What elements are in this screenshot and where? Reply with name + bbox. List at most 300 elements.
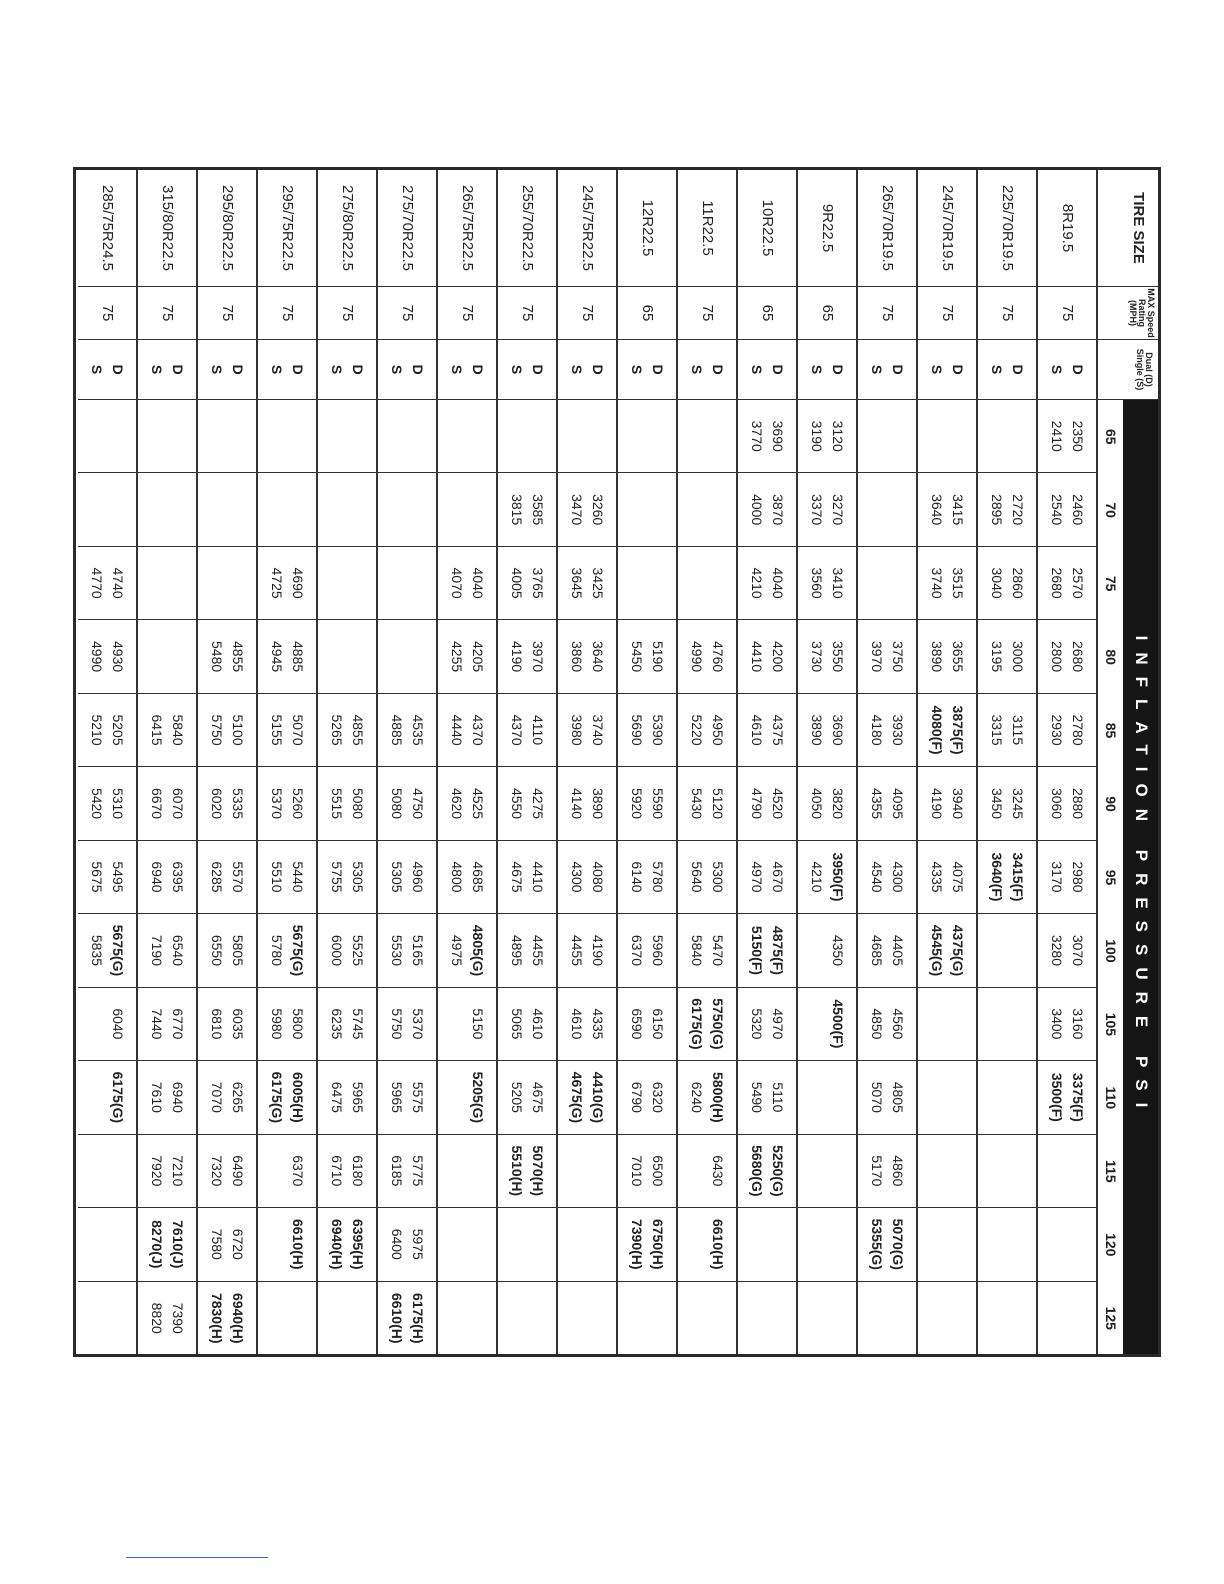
single-load-value: 2410 <box>1049 420 1065 452</box>
load-value-cell <box>678 547 736 620</box>
load-value-cell <box>558 1282 616 1355</box>
load-value-cell <box>738 694 796 767</box>
single-load-value: 5515 <box>329 787 345 820</box>
load-value-cell <box>378 694 436 767</box>
load-value-cell <box>198 914 256 987</box>
load-value-cell <box>738 1208 796 1281</box>
single-load-value: 4990 <box>89 641 105 673</box>
load-value-cell <box>738 473 796 546</box>
single-load-value: 3400 <box>1049 1008 1065 1040</box>
dual-load-value <box>1007 1135 1028 1207</box>
load-value-cell <box>798 914 856 987</box>
single-label: S <box>689 364 705 375</box>
dual-load-value: 3765 <box>530 567 546 599</box>
dual-load-value: 3415 <box>950 494 966 526</box>
table-row <box>438 170 498 1355</box>
load-value-cell <box>498 620 556 693</box>
single-load-value: 4455 <box>569 934 585 967</box>
dual-load-value <box>1007 1282 1028 1355</box>
load-value-cell <box>618 914 676 987</box>
single-label: S <box>749 364 765 375</box>
single-load-value: 5835 <box>89 934 105 967</box>
dual-load-value: 4855 <box>350 714 366 746</box>
speed-rating-cell: 75 <box>558 287 616 340</box>
dual-load-value: 3425 <box>590 567 606 599</box>
dual-load-value: 6940 <box>170 1081 186 1113</box>
dual-label: D <box>350 364 366 375</box>
load-value-cell <box>738 914 796 987</box>
load-value-cell <box>498 547 556 620</box>
dual-load-value: 6070 <box>170 787 186 820</box>
dual-load-value <box>707 1282 728 1355</box>
load-value-cell <box>318 547 376 620</box>
load-value-cell <box>198 1135 256 1208</box>
single-load-value <box>806 914 827 986</box>
dual-load-value: 3260 <box>590 494 606 526</box>
load-value-cell <box>618 400 676 473</box>
dual-load-value <box>647 473 668 545</box>
dual-load-value: 6175(G) <box>110 1071 126 1124</box>
single-load-value: 7610 <box>149 1081 165 1113</box>
load-value-cell <box>858 1135 916 1208</box>
single-load-value: 7920 <box>149 1155 165 1187</box>
dual-load-value: 4855 <box>230 641 246 673</box>
speed-rating-cell: 75 <box>918 287 976 340</box>
dual-load-value: 6320 <box>650 1081 666 1113</box>
load-value-cell <box>678 914 736 987</box>
dual-label: D <box>590 364 606 375</box>
single-load-value: 6020 <box>209 787 225 820</box>
dual-load-value: 6005(H) <box>290 1072 306 1123</box>
dual-load-value: 5590 <box>650 787 666 820</box>
inflation-pressure-banner: INFLATION PRESSURE PSI <box>1123 400 1159 1355</box>
dual-load-value: 5525 <box>350 934 366 967</box>
single-load-value: 4770 <box>89 567 105 599</box>
dual-load-value: 5575 <box>410 1081 426 1113</box>
tire-size-cell: 245/70R19.5 <box>918 170 976 287</box>
single-load-value: 5510(H) <box>509 1145 525 1197</box>
tire-size-cell: 275/70R22.5 <box>378 170 436 287</box>
dual-single-cell <box>318 340 376 400</box>
load-value-cell <box>738 988 796 1061</box>
load-value-cell <box>618 1208 676 1281</box>
dual-load-value <box>167 620 188 692</box>
dual-load-value <box>527 400 548 472</box>
load-value-cell <box>558 620 616 693</box>
single-load-value: 5490 <box>749 1081 765 1113</box>
load-value-cell <box>378 1282 436 1355</box>
table-row <box>858 170 918 1355</box>
load-value-cell <box>378 547 436 620</box>
load-value-cell <box>678 841 736 914</box>
load-value-cell <box>378 914 436 987</box>
single-load-value: 5680(G) <box>749 1145 765 1197</box>
load-value-cell <box>78 914 136 987</box>
load-value-cell <box>1038 914 1096 987</box>
load-value-cell <box>498 694 556 767</box>
dual-load-value <box>167 400 188 472</box>
dual-load-value <box>827 1135 848 1207</box>
single-load-value: 5920 <box>629 787 645 820</box>
single-load-value: 2895 <box>989 494 1005 526</box>
dual-load-value: 5250(G) <box>770 1145 786 1197</box>
load-value-cell <box>798 1135 856 1208</box>
single-load-value: 8270(J) <box>149 1220 165 1269</box>
single-load-value <box>266 1135 287 1207</box>
load-value-cell <box>78 547 136 620</box>
load-value-cell <box>558 841 616 914</box>
dual-load-value: 5975 <box>410 1228 426 1260</box>
single-load-value: 7440 <box>149 1008 165 1040</box>
single-load-value: 3740 <box>929 567 945 599</box>
speed-rating-cell: 75 <box>378 287 436 340</box>
single-load-value <box>446 1135 467 1207</box>
single-load-value: 5220 <box>689 714 705 746</box>
single-load-value: 5305 <box>389 861 405 893</box>
dual-load-value: 2720 <box>1010 494 1026 526</box>
load-value-cell <box>258 473 316 546</box>
load-value-cell <box>798 1061 856 1134</box>
load-value-cell <box>798 841 856 914</box>
dual-load-value: 3970 <box>530 641 546 673</box>
load-value-cell <box>318 1135 376 1208</box>
speed-rating-header: MAX Speed Rating (MPH) <box>1098 287 1159 340</box>
pressure-header-120: 120 <box>1103 1233 1119 1257</box>
dual-load-value <box>347 620 368 692</box>
tire-size-cell: 255/70R22.5 <box>498 170 556 287</box>
speed-rating-cell: 75 <box>198 287 256 340</box>
load-value-cell <box>618 473 676 546</box>
dual-load-value: 2680 <box>1070 641 1086 673</box>
speed-rating-cell: 65 <box>738 287 796 340</box>
dual-load-value <box>107 473 128 545</box>
dual-load-value <box>347 400 368 472</box>
dual-load-value: 4350 <box>830 934 846 967</box>
single-load-value: 4610 <box>569 1008 585 1040</box>
load-value-cell <box>918 400 976 473</box>
single-load-value <box>866 547 887 619</box>
load-value-cell <box>1038 988 1096 1061</box>
single-load-value: 4070 <box>449 567 465 599</box>
tire-size-cell: 295/80R22.5 <box>198 170 256 287</box>
load-value-cell <box>618 547 676 620</box>
dual-load-value: 3550 <box>830 641 846 673</box>
dual-load-value <box>527 1208 548 1280</box>
dual-load-value: 7610(J) <box>170 1220 186 1269</box>
load-value-cell <box>858 841 916 914</box>
load-value-cell <box>918 1282 976 1355</box>
single-load-value <box>86 1061 107 1133</box>
single-load-value: 7390(H) <box>629 1218 645 1270</box>
single-load-value <box>86 988 107 1060</box>
load-value-cell <box>78 1208 136 1281</box>
load-value-cell <box>258 1061 316 1134</box>
single-load-value: 4725 <box>269 567 285 599</box>
single-load-value <box>146 547 167 619</box>
single-load-value <box>746 1282 767 1355</box>
load-value-cell <box>138 547 196 620</box>
dual-load-value <box>347 1282 368 1355</box>
load-value-cell <box>138 694 196 767</box>
single-load-value: 2800 <box>1049 641 1065 673</box>
load-value-cell <box>138 767 196 840</box>
load-value-cell <box>618 1282 676 1355</box>
single-load-value: 4180 <box>869 714 885 746</box>
load-value-cell <box>858 1061 916 1134</box>
dual-load-value: 6150 <box>650 1008 666 1040</box>
single-label: S <box>209 364 225 375</box>
single-load-value <box>446 473 467 545</box>
single-load-value <box>146 400 167 472</box>
single-load-value <box>446 400 467 472</box>
single-load-value <box>626 547 647 619</box>
table-row <box>798 170 858 1355</box>
dual-load-value: 2980 <box>1070 861 1086 893</box>
single-load-value: 4210 <box>749 567 765 599</box>
dual-load-value: 6040 <box>110 1008 126 1040</box>
single-load-value: 4005 <box>509 567 525 599</box>
load-value-cell <box>738 841 796 914</box>
load-value-cell <box>618 694 676 767</box>
dual-label: D <box>470 364 486 375</box>
single-load-value: 5450 <box>629 641 645 673</box>
dual-load-value: 3375(F) <box>1070 1072 1086 1122</box>
dual-load-value: 4205 <box>470 641 486 673</box>
table-row <box>1038 170 1098 1355</box>
load-value-cell <box>1038 841 1096 914</box>
dual-load-value: 4080 <box>590 861 606 893</box>
load-value-cell <box>978 767 1036 840</box>
single-load-value: 3645 <box>569 567 585 599</box>
dual-load-value: 6750(H) <box>650 1218 666 1270</box>
speed-rating-cell: 75 <box>1038 287 1096 340</box>
load-value-cell <box>558 1061 616 1134</box>
single-load-value <box>266 473 287 545</box>
single-load-value: 5750 <box>209 714 225 746</box>
load-value-cell <box>558 547 616 620</box>
dual-load-value <box>107 1282 128 1355</box>
load-value-cell <box>78 841 136 914</box>
load-value-cell <box>498 400 556 473</box>
single-load-value <box>866 1282 887 1355</box>
tire-size-cell: 245/75R22.5 <box>558 170 616 287</box>
tire-size-cell: 12R22.5 <box>618 170 676 287</box>
single-load-value: 5080 <box>389 787 405 820</box>
dual-load-value <box>407 620 428 692</box>
pressure-header-100: 100 <box>1103 939 1119 963</box>
load-value-cell <box>678 400 736 473</box>
load-value-cell <box>738 1282 796 1355</box>
single-load-value: 5690 <box>629 714 645 746</box>
load-value-cell <box>978 914 1036 987</box>
load-value-cell <box>438 1135 496 1208</box>
load-value-cell <box>318 620 376 693</box>
dual-load-value: 5370 <box>410 1008 426 1040</box>
load-value-cell <box>78 1061 136 1134</box>
single-label: S <box>869 364 885 375</box>
dual-load-value: 6370 <box>290 1155 306 1187</box>
single-load-value: 6940(H) <box>329 1218 345 1270</box>
load-value-cell <box>918 1208 976 1281</box>
single-load-value <box>506 1282 527 1355</box>
dual-load-value: 3690 <box>770 420 786 452</box>
dual-load-value: 5110 <box>770 1082 786 1113</box>
load-value-cell <box>798 694 856 767</box>
dual-label: D <box>650 364 666 375</box>
single-load-value: 4790 <box>749 787 765 820</box>
load-value-cell <box>558 767 616 840</box>
load-value-cell <box>78 1282 136 1355</box>
dual-load-value: 6940(H) <box>230 1292 246 1344</box>
dual-load-value <box>467 1208 488 1280</box>
load-value-cell <box>378 1061 436 1134</box>
table-rows <box>78 170 1098 1355</box>
single-load-value: 3980 <box>569 714 585 746</box>
dual-load-value: 4805 <box>890 1081 906 1113</box>
single-load-value: 6810 <box>209 1008 225 1040</box>
single-load-value: 5265 <box>329 714 345 746</box>
dual-load-value: 3875(F) <box>950 705 966 755</box>
load-value-cell <box>678 988 736 1061</box>
single-load-value <box>86 1282 107 1355</box>
single-load-value: 4895 <box>509 934 525 967</box>
dual-load-value: 4370 <box>470 714 486 746</box>
dual-load-value: 5205(G) <box>470 1071 486 1124</box>
single-load-value <box>866 473 887 545</box>
load-value-cell <box>558 914 616 987</box>
dual-single-cell <box>78 340 136 400</box>
single-load-value: 5420 <box>89 787 105 820</box>
single-load-value <box>446 1282 467 1355</box>
load-value-cell <box>618 620 676 693</box>
dual-load-value: 3740 <box>590 714 606 746</box>
single-load-value: 6175(G) <box>269 1071 285 1124</box>
single-load-value: 5750 <box>389 1008 405 1040</box>
dual-load-value: 3270 <box>830 494 846 526</box>
dual-load-value <box>827 1208 848 1280</box>
table-row <box>918 170 978 1355</box>
load-value-cell <box>138 988 196 1061</box>
tire-size-cell: 10R22.5 <box>738 170 796 287</box>
tire-size-cell: 9R22.5 <box>798 170 856 287</box>
dual-load-value: 5190 <box>650 641 666 673</box>
dual-load-value <box>407 547 428 619</box>
single-load-value: 7830(H) <box>209 1292 225 1344</box>
dual-load-value: 4335 <box>590 1008 606 1040</box>
load-value-cell <box>678 767 736 840</box>
load-value-cell <box>438 694 496 767</box>
dual-load-value: 3415(F) <box>1010 852 1026 902</box>
single-load-value <box>926 1061 947 1133</box>
single-load-value: 5980 <box>269 1008 285 1040</box>
single-load-value <box>326 1282 347 1355</box>
single-load-value <box>86 1208 107 1280</box>
load-value-cell <box>438 767 496 840</box>
load-value-cell <box>138 841 196 914</box>
single-load-value: 4885 <box>389 714 405 746</box>
dual-load-value: 4375 <box>770 714 786 746</box>
tire-size-cell: 295/75R22.5 <box>258 170 316 287</box>
dual-load-value: 5070(G) <box>890 1218 906 1270</box>
single-load-value <box>566 1208 587 1280</box>
single-load-value <box>806 1208 827 1280</box>
load-value-cell <box>798 988 856 1061</box>
dual-load-value <box>467 1282 488 1355</box>
dual-label: D <box>710 364 726 375</box>
load-value-cell <box>918 620 976 693</box>
load-value-cell <box>978 694 1036 767</box>
dual-load-value: 3000 <box>1010 641 1026 673</box>
single-load-value: 5065 <box>509 1008 525 1040</box>
load-value-cell <box>858 1282 916 1355</box>
dual-load-value: 4405 <box>890 934 906 967</box>
dual-load-value: 4970 <box>770 1008 786 1040</box>
single-load-value: 4685 <box>869 934 885 967</box>
load-value-cell <box>198 1208 256 1281</box>
tire-size-cell: 285/75R24.5 <box>78 170 136 287</box>
dual-load-value: 4455 <box>530 934 546 967</box>
dual-load-value <box>167 547 188 619</box>
dual-load-value: 3640 <box>590 641 606 673</box>
load-value-cell <box>798 473 856 546</box>
dual-load-value <box>767 1282 788 1355</box>
single-load-value: 5170 <box>869 1155 885 1187</box>
single-load-value: 3640(F) <box>989 852 1005 902</box>
load-value-cell <box>438 1061 496 1134</box>
pressure-header-70: 70 <box>1103 502 1119 518</box>
single-load-value <box>866 400 887 472</box>
dual-load-value: 5335 <box>230 787 246 820</box>
single-load-value <box>626 1282 647 1355</box>
load-value-cell <box>198 988 256 1061</box>
dual-load-value: 5300 <box>710 861 726 893</box>
dual-load-value <box>707 473 728 545</box>
load-value-cell <box>438 547 496 620</box>
load-value-cell <box>258 1135 316 1208</box>
load-value-cell <box>798 547 856 620</box>
load-value-cell <box>1038 1061 1096 1134</box>
dual-single-cell <box>558 340 616 400</box>
single-load-value: 6240 <box>689 1081 705 1113</box>
dual-single-header: Dual (D) Single (S) <box>1098 340 1159 400</box>
dual-load-value: 3890 <box>590 787 606 820</box>
dual-load-value: 5775 <box>410 1155 426 1187</box>
load-value-cell <box>918 694 976 767</box>
dual-single-cell <box>918 340 976 400</box>
load-value-cell <box>198 473 256 546</box>
single-load-value: 6610(H) <box>389 1292 405 1344</box>
dual-label: D <box>230 364 246 375</box>
single-load-value <box>686 1282 707 1355</box>
single-load-value: 4050 <box>809 787 825 820</box>
single-load-value: 6475 <box>329 1081 345 1113</box>
single-load-value: 7010 <box>629 1155 645 1187</box>
dual-load-value: 4275 <box>530 787 546 820</box>
dual-load-value <box>1007 914 1028 986</box>
pressure-header-90: 90 <box>1103 796 1119 812</box>
dual-load-value: 3930 <box>890 714 906 746</box>
dual-label: D <box>530 364 546 375</box>
single-load-value: 5640 <box>689 861 705 893</box>
dual-load-value <box>1007 400 1028 472</box>
dual-load-value: 5840 <box>170 714 186 746</box>
dual-load-value: 4560 <box>890 1008 906 1040</box>
dual-load-value <box>947 400 968 472</box>
dual-load-value <box>947 1282 968 1355</box>
single-load-value <box>806 1135 827 1207</box>
dual-load-value: 4685 <box>470 861 486 893</box>
load-value-cell <box>918 767 976 840</box>
